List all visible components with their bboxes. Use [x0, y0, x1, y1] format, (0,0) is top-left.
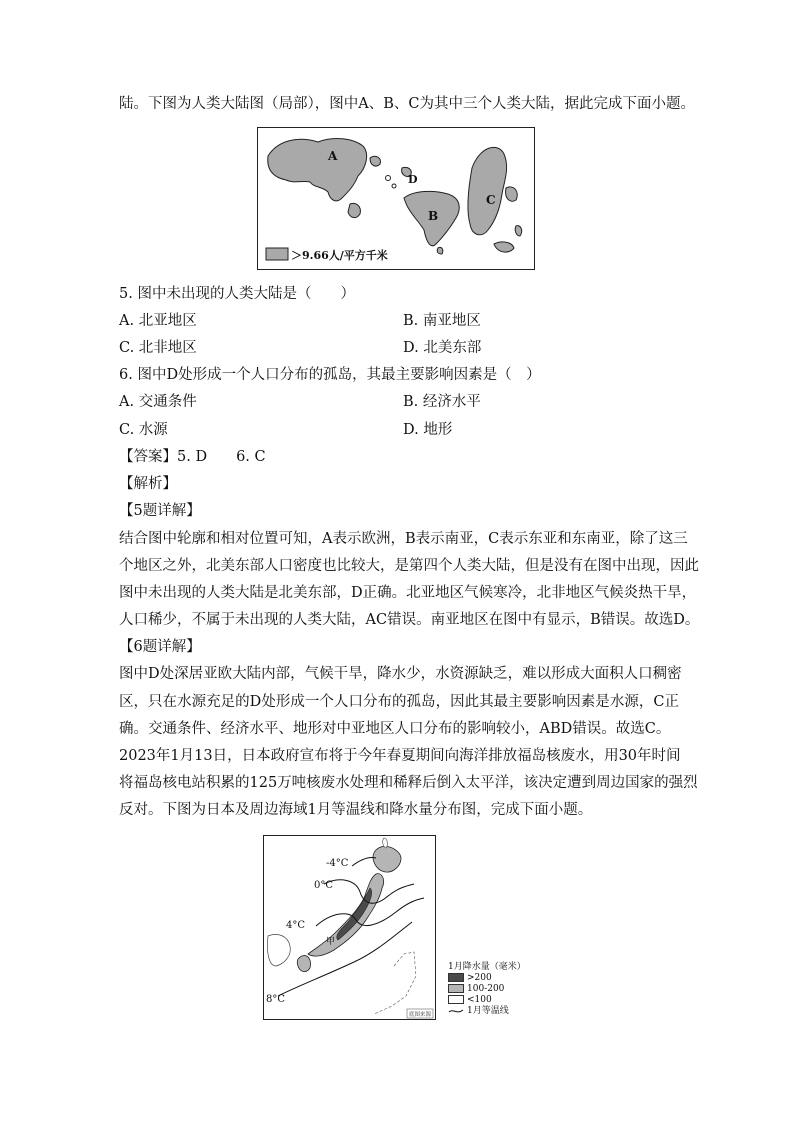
isotherm-line-icon	[448, 1007, 464, 1015]
legend-item: 1月等温线	[448, 1006, 526, 1017]
legend-swatch	[448, 973, 464, 982]
japan-map-svg	[264, 836, 435, 1019]
passage2-line: 反对。下图为日本及周边海域1月等温线和降水量分布图，完成下面小题。	[119, 802, 593, 818]
q6-detail-line: 图中D处深居亚欧大陆内部，气候干旱，降水少，水资源缺乏，难以形成大面积人口稠密	[119, 666, 682, 682]
q5-detail-line: 人口稀少，不属于未出现的人类大陆，AC错误。南亚地区在图中有显示，B错误。故选D。	[119, 612, 700, 628]
q5-option-d: D. 北美东部	[403, 340, 482, 356]
legend-item: 100-200	[448, 984, 526, 995]
label-d: D	[408, 173, 418, 186]
q6-stem: 6. 图中D处形成一个人口分布的孤岛，其最主要影响因素是（ ）	[119, 367, 541, 383]
q6-detail-line: 确。交通条件、经济水平、地形对中亚地区人口分布的影响较小，ABD错误。故选C。	[119, 721, 671, 737]
map-stamp: 底图来源	[409, 1012, 432, 1018]
kyushu-shape	[297, 956, 310, 972]
isotherm-neg4	[352, 857, 376, 866]
legend-swatch	[448, 984, 464, 993]
q6-detail-line: 区，只在水源充足的D处形成一个人口分布的孤岛，因此其最主要影响因素是水源，C正	[119, 694, 679, 710]
region-a-shape	[268, 139, 367, 201]
q6-detail-heading: 【6题详解】	[119, 639, 201, 655]
label-b: B	[428, 209, 439, 223]
q5-option-a: A. 北亚地区	[119, 313, 197, 329]
q5-detail-line: 结合图中轮廓和相对位置可知，A表示欧洲，B表示南亚，C表示东亚和东南亚，除了这三	[119, 531, 688, 547]
isotherm-label-0: 0°C	[314, 880, 334, 891]
q6-option-c: C. 水源	[119, 422, 168, 438]
q5-option-c: C. 北非地区	[119, 340, 197, 356]
legend-swatch	[448, 995, 464, 1004]
population-map	[257, 127, 535, 270]
isotherm-label-8: 8°C	[266, 994, 286, 1005]
analysis-heading: 【解析】	[119, 476, 177, 492]
q6-option-b: B. 经济水平	[403, 394, 481, 410]
q5-stem: 5. 图中未出现的人类大陆是（ ）	[119, 286, 355, 302]
q5-detail-line: 图中未出现的人类大陆是北美东部，D正确。北亚地区气候寒冷，北非地区气候炎热干旱，	[119, 585, 697, 601]
legend-title: 1月降水量（毫米）	[448, 962, 526, 972]
answer-line: 【答案】5. D 6. C	[119, 449, 266, 465]
population-map-svg	[258, 128, 534, 269]
q5-detail-line: 个地区之外，北美东部人口密度也比较大，是第四个人类大陆，但是没有在图中出现，因此	[119, 558, 699, 574]
label-a: A	[328, 149, 338, 163]
passage2-line: 将福岛核电站积累的125万吨核废水处理和稀释后倒入太平洋，该决定遭到周边国家的强烈	[119, 775, 698, 791]
isotherm-label-neg4: -4°C	[326, 858, 349, 869]
japan-map	[263, 835, 436, 1020]
legend-item: <100	[448, 995, 526, 1006]
legend-text: ＞9.66人/平方千米	[291, 249, 388, 262]
intro-line: 陆。下图为人类大陆图（局部），图中A、B、C为其中三个人类大陆，据此完成下面小题。	[119, 96, 695, 112]
q5-option-b: B. 南亚地区	[403, 313, 481, 329]
q5-detail-heading: 【5题详解】	[119, 503, 201, 519]
passage2-line: 2023年1月13日，日本政府宣布将于今年春夏期间向海洋排放福岛核废水，用30年时间	[119, 748, 681, 764]
q6-option-d: D. 地形	[403, 422, 453, 438]
hokkaido-shape	[373, 846, 401, 872]
label-c: C	[486, 193, 496, 207]
precip-legend	[448, 962, 526, 1017]
region-c-shape	[468, 147, 507, 234]
korea-outline	[267, 934, 290, 966]
place-label-jia: 甲	[326, 937, 336, 947]
q6-option-a: A. 交通条件	[119, 394, 197, 410]
isotherm-label-4: 4°C	[286, 920, 306, 931]
legend-swatch	[266, 248, 288, 260]
legend-item: >200	[448, 973, 526, 984]
